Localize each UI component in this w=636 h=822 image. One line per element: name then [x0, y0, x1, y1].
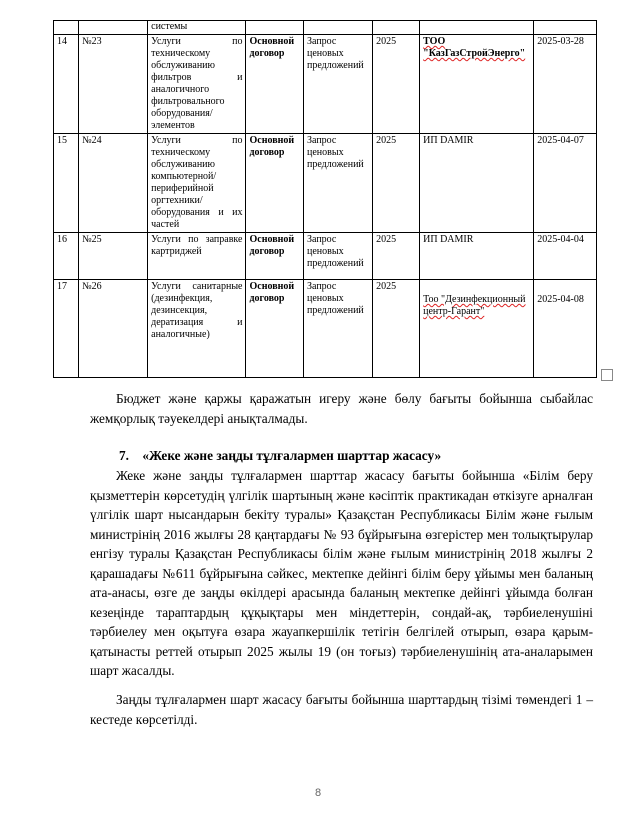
table-row: [54, 280, 597, 378]
table-cell-supplier: [420, 35, 534, 134]
table-cell-date: 2025-04-04: [534, 233, 597, 280]
paragraph-main: Жеке және заңды тұлғалармен шарттар жасасу бағыты бойынша «Білім беру қызметтерін көрсетудің үлгілік шартының және кәсіптік практикадан өткізуге арналған үлгілік шарт нысандарын бекіту туралы» Қазақстан Республикасы Білім және ғылым министрінің 2016 жылғы 28 қаңтардағы № 93 бұйрығына өзгерістер мен толықтырулар енгізу туралы Қазақстан Республикасы білім және ғылым министрінің 2018 жылғы 2 қарашадағы №611 бұйрығына сәйкес, мектепке дейінгі білім беру ұйымы мен баланың ата-анасы, өзге де заңды өкілдері арасында баланың мектепке дейінгі ұйымда болған кезеңінде тараптардың құқықтары мен міндеттерін, сондай-ақ, тәрбиеленушіні тәрбиелеу мен оқытуға өзара жауапкершілік тетігін белгілей отырып, өзара қарым-қатынасты реттей отырып 2025 жылы 19 (он тоғыз) тәрбиеленушінің ата-аналарымен шарт жасалды.: [90, 468, 593, 678]
table-cell-num: 17: [54, 280, 79, 378]
table-row: [54, 35, 597, 134]
table-cell-service: Услуги по техническому обслуживанию фильтров и аналогичного фильтровального оборудования/элементов: [148, 35, 246, 134]
table-cell-method: Запрос ценовых предложений: [304, 280, 373, 378]
section-heading: [119, 446, 441, 465]
paragraph-list: Заңды тұлғалармен шарт жасасу бағыты бойынша шарттардың тізімі төмендегі 1 – кестеде көрсетілді.: [90, 692, 593, 727]
table-cell-service: системы: [148, 21, 246, 35]
table-cell-year: 2025: [373, 280, 420, 378]
table-cell-year: 2025: [373, 35, 420, 134]
table-cell-code: №24: [79, 134, 148, 233]
table-cell-num: 14: [54, 35, 79, 134]
table-cell-code: №25: [79, 233, 148, 280]
table-cell-date: 2025-04-07: [534, 134, 597, 233]
table-cell-service: Услуги санитарные (дезинфекция, дезинсекция, дератизация и аналогичные): [148, 280, 246, 378]
table-cell-code: №23: [79, 35, 148, 134]
table-resize-handle[interactable]: [601, 369, 613, 381]
table-cell-year: 2025: [373, 134, 420, 233]
contracts-table: [53, 20, 597, 378]
table-cell-contract-type: Основной договор: [246, 134, 304, 233]
table-cell-code: №26: [79, 280, 148, 378]
table-cell-supplier: ИП DAMIR: [420, 233, 534, 280]
table-cell-service: Услуги по заправке картриджей: [148, 233, 246, 280]
table-cell-date: 2025-04-08: [534, 280, 597, 378]
table-row: [54, 233, 597, 280]
table-row: [54, 134, 597, 233]
section-number: 7.: [119, 448, 129, 463]
paragraph-budget: Бюджет және қаржы қаражатын игеру және бөлу бағыты бойынша сыбайлас жемқорлық тәуекелдері анықталмады.: [90, 391, 593, 426]
table-cell-contract-type: Основной договор: [246, 233, 304, 280]
table-cell-service: Услуги по техническому обслуживанию компьютерной/периферийной оргтехники/оборудования и их частей: [148, 134, 246, 233]
table-cell-supplier: [420, 280, 534, 378]
table-cell-method: Запрос ценовых предложений: [304, 233, 373, 280]
table-cell-contract-type: Основной договор: [246, 280, 304, 378]
supplier-name: ТОО "КазГазСтройЭнерго": [423, 36, 526, 59]
table-cell-method: Запрос ценовых предложений: [304, 35, 373, 134]
table-row-fragment: [54, 21, 597, 35]
table-cell-contract-type: Основной договор: [246, 35, 304, 134]
page-number: 8: [314, 787, 322, 799]
supplier-name: Тоо "Дезинфекционный центр-Гарант": [423, 294, 526, 317]
section-title: «Жеке және заңды тұлғалармен шарттар жасасу»: [142, 448, 442, 463]
table-cell-num: 15: [54, 134, 79, 233]
table-cell-num: 16: [54, 233, 79, 280]
table-cell-method: Запрос ценовых предложений: [304, 134, 373, 233]
table-cell-supplier: ИП DAMIR: [420, 134, 534, 233]
table-cell-year: 2025: [373, 233, 420, 280]
table-cell-date: 2025-03-28: [534, 35, 597, 134]
